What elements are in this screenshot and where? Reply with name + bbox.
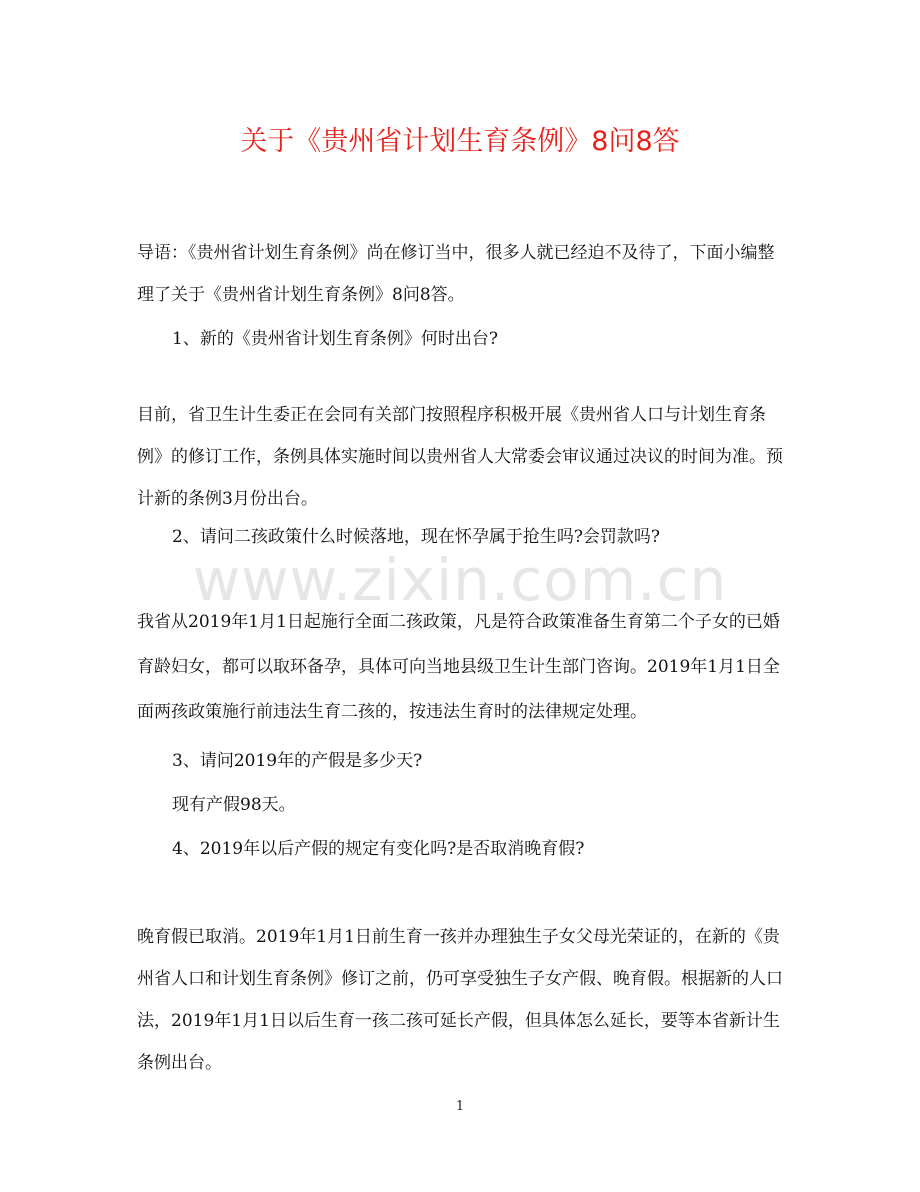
answer-2: 我省从2019年1月1日起施行全面二孩政策，凡是符合政策准备生育第二个子女的已婚育龄妇女，都可以取环备孕，具体可向当地县级卫生计生部门咨询。2019年1月1日全面两孩政策施行前违法生育二孩的，按违法生育时的法律规定处理。 bbox=[137, 612, 780, 722]
page-number: 1 bbox=[455, 1099, 465, 1114]
question-4: 4、2019年以后产假的规定有变化吗?是否取消晚育假? bbox=[172, 839, 585, 859]
intro-paragraph: 导语：《贵州省计划生育条例》尚在修订当中，很多人就已经迫不及待了，下面小编整理了关于《贵州省计划生育条例》8问8答。 bbox=[137, 243, 775, 305]
answer-1: 目前，省卫生计生委正在会同有关部门按照程序积极开展《贵州省人口与计划生育条例》的修订工作，条例具体实施时间以贵州省人大常委会审议通过决议的时间为准。预计新的条例3月份出台。 bbox=[137, 405, 783, 509]
document-title: 关于《贵州省计划生育条例》8问8答 bbox=[240, 126, 680, 157]
watermark: www.zixin.com.cn bbox=[192, 546, 728, 614]
answer-4: 晚育假已取消。2019年1月1日前生育一孩并办理独生子女父母光荣证的，在新的《贵州省人口和计划生育条例》修订之前，仍可享受独生子女产假、晚育假。根据新的人口法，2019年1月1日以后生育一孩二孩可延长产假，但具体怎么延长，要等本省新计生条例出台。 bbox=[137, 927, 783, 1073]
question-3: 3、请问2019年的产假是多少天? bbox=[172, 751, 423, 771]
question-2: 2、请问二孩政策什么时候落地，现在怀孕属于抢生吗?会罚款吗? bbox=[172, 527, 661, 547]
question-1: 1、新的《贵州省计划生育条例》何时出台? bbox=[172, 329, 498, 349]
answer-3: 现有产假98天。 bbox=[172, 795, 296, 815]
